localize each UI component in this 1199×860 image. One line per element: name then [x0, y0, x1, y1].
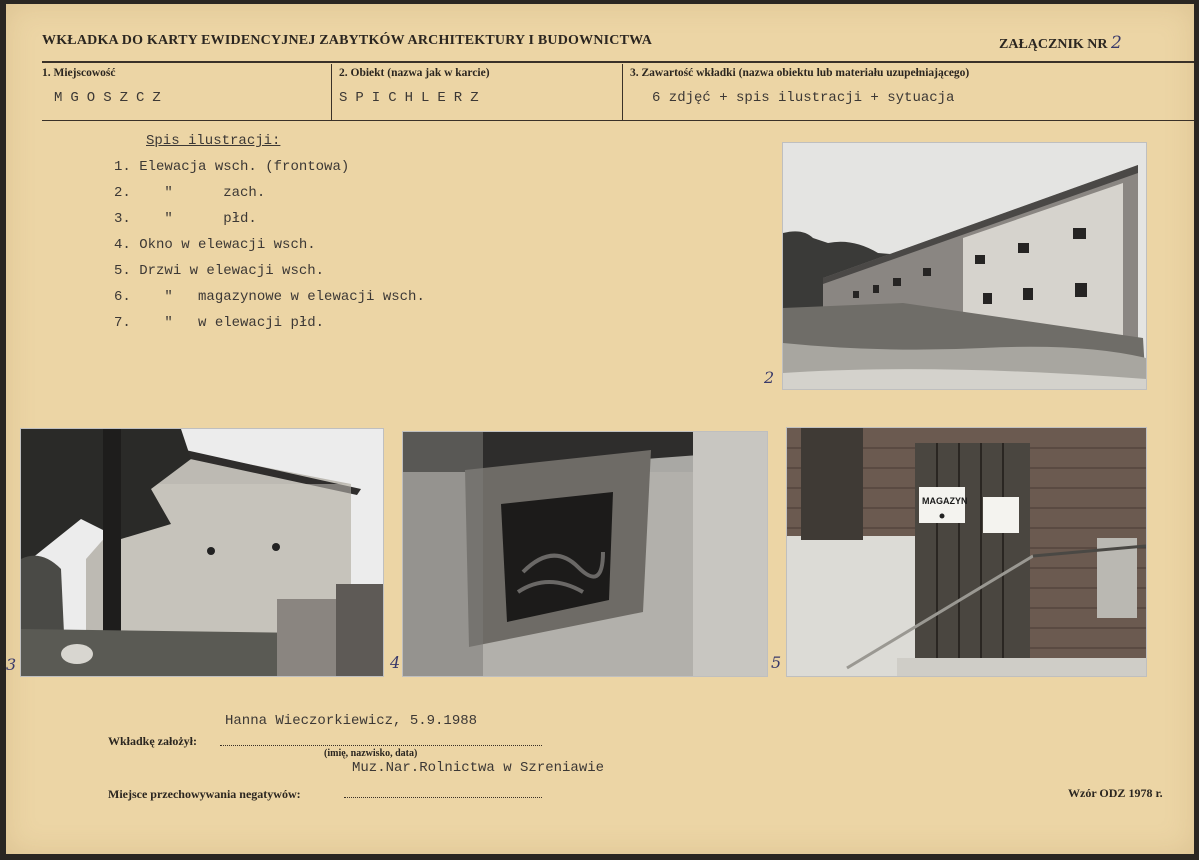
- list-item: 6. " magazynowe w elewacji wsch.: [114, 289, 425, 305]
- col-divider-1: [331, 64, 332, 120]
- list-item: 3. " płd.: [114, 211, 257, 227]
- card-title: WKŁADKA DO KARTY EWIDENCYJNEJ ZABYTKÓW ARCHITEKTURY I BUDOWNICTWA: [42, 33, 653, 48]
- author-caption: (imię, nazwisko, data): [324, 748, 418, 759]
- attachment-label-text: ZAŁĄCZNIK NR: [999, 37, 1108, 52]
- storage-value: Muz.Nar.Rolnictwa w Szreniawie: [352, 760, 605, 776]
- illustration-list-title: Spis ilustracji:: [146, 133, 281, 149]
- locality-value: MGOSZCZ: [54, 90, 169, 106]
- photo-number-4: 4: [390, 653, 401, 672]
- form-id: Wzór ODZ 1978 r.: [1068, 786, 1163, 800]
- author-label: Wkładkę założył:: [108, 734, 197, 748]
- contents-label: 3. Zawartość wkładki (nazwa obiektu lub materiału uzupełniającego): [630, 67, 970, 79]
- locality-label: 1. Miejscowość: [42, 67, 116, 79]
- list-item: 7. " w elewacji płd.: [114, 315, 325, 331]
- door-sign: MAGAZYN: [922, 496, 968, 506]
- photo-granary-east: [782, 142, 1147, 390]
- photo-granary-west: [20, 428, 384, 677]
- storage-label: Miejsce przechowywania negatywów:: [108, 787, 301, 801]
- contents-value: 6 zdjęć + spis ilustracji + sytuacja: [652, 90, 955, 106]
- storage-dotted-line: [344, 796, 542, 798]
- window-detail-image: [403, 432, 767, 676]
- photo-window-detail: [402, 431, 768, 677]
- photo-warehouse-door: [786, 427, 1147, 677]
- author-dotted-line: [220, 744, 542, 746]
- author-value: Hanna Wieczorkiewicz, 5.9.1988: [225, 713, 478, 729]
- col-divider-2: [622, 64, 623, 120]
- attachment-label: [999, 33, 1122, 53]
- photo-number-3: 3: [6, 655, 17, 674]
- object-value: SPICHLERZ: [339, 90, 487, 106]
- object-label: 2. Obiekt (nazwa jak w karcie): [339, 67, 490, 79]
- granary-west-image: [21, 429, 383, 676]
- list-item: 2. " zach.: [114, 185, 266, 201]
- list-item: 5. Drzwi w elewacji wsch.: [114, 263, 325, 279]
- warehouse-door-image: [787, 428, 1146, 676]
- photo-number-5: 5: [771, 653, 782, 672]
- list-item: 4. Okno w elewacji wsch.: [114, 237, 316, 253]
- mid-rule: [42, 120, 1194, 121]
- attachment-number: 2: [1111, 33, 1122, 53]
- list-item: 1. Elewacja wsch. (frontowa): [114, 159, 350, 175]
- top-rule: [42, 61, 1194, 63]
- inventory-card: [6, 4, 1194, 854]
- photo-number-2: 2: [764, 368, 775, 387]
- granary-east-image: [783, 143, 1146, 389]
